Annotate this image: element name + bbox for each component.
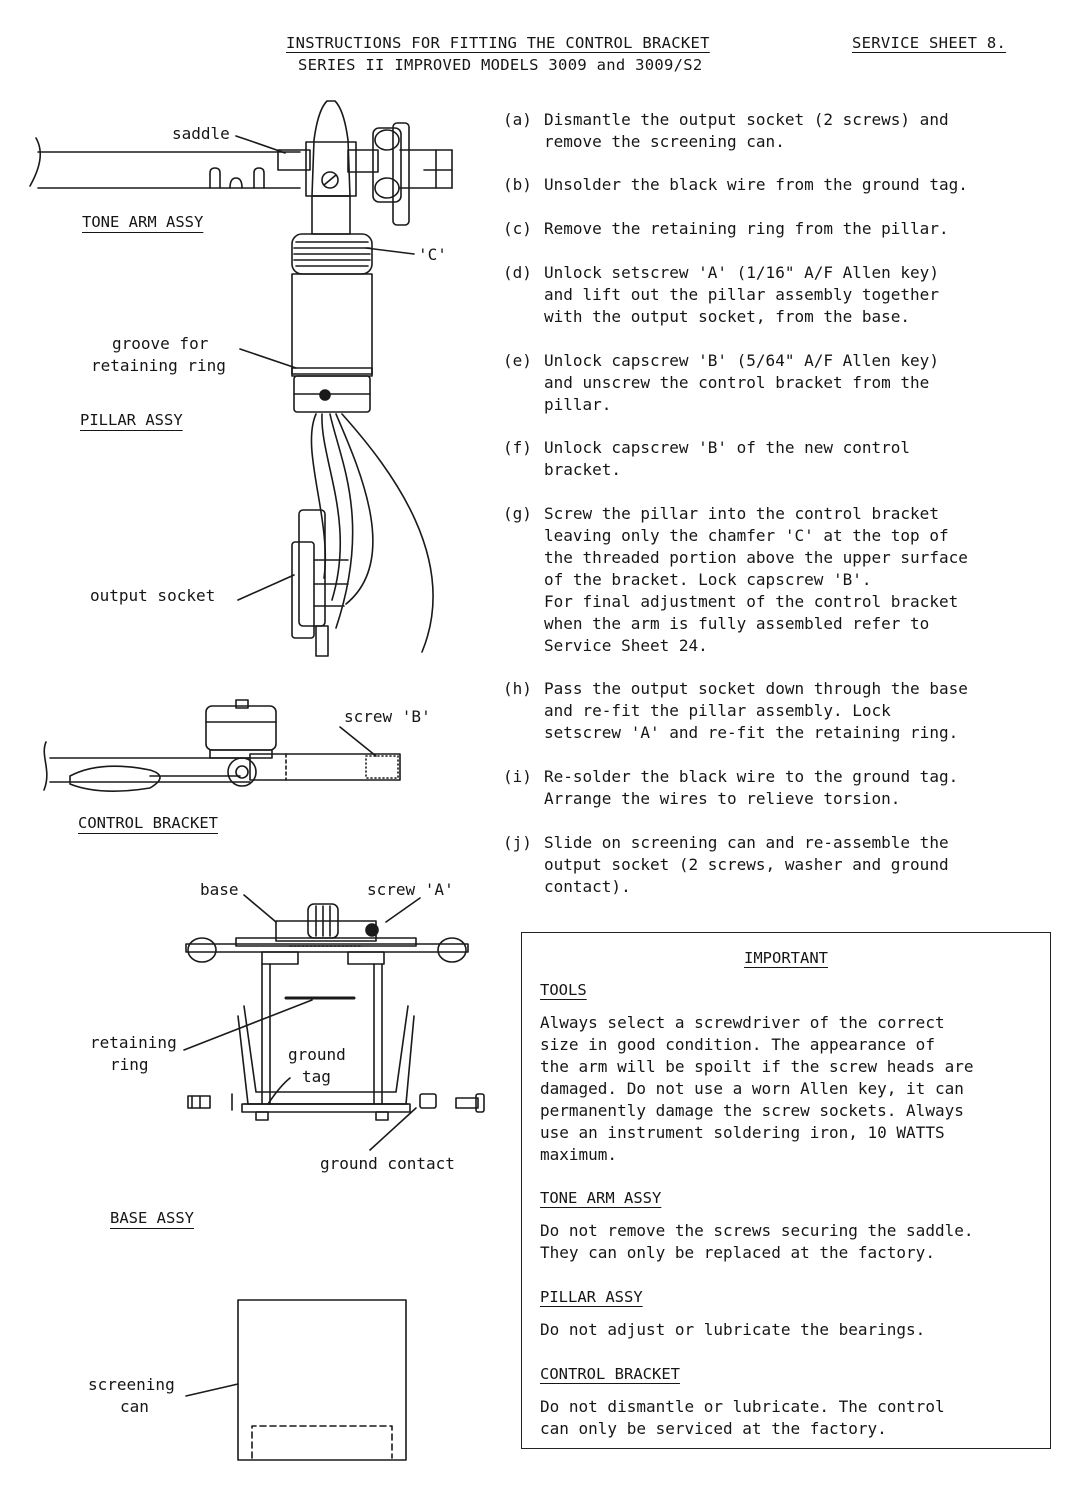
pillar-assy-heading: PILLAR ASSY bbox=[80, 411, 183, 429]
screening-can-label-line1: screening bbox=[88, 1375, 175, 1394]
notice-line: damaged. Do not use a worn Allen key, it can bbox=[540, 1079, 964, 1098]
step-line: when the arm is fully assembled refer to bbox=[544, 614, 930, 633]
step-d bbox=[503, 262, 1048, 328]
step-letter: (g) bbox=[503, 504, 532, 523]
notice-line: Do not dismantle or lubricate. The control bbox=[540, 1397, 945, 1416]
ground-contact-label: ground contact bbox=[320, 1154, 455, 1173]
screw-b-label: screw 'B' bbox=[344, 707, 431, 726]
pillar-drawing bbox=[238, 274, 433, 656]
step-line: Unlock capscrew 'B' of the new control bbox=[544, 438, 911, 457]
pillar-notice-heading: PILLAR ASSY bbox=[540, 1288, 643, 1306]
step-line: Arrange the wires to relieve torsion. bbox=[544, 789, 901, 808]
step-line: bracket. bbox=[544, 460, 622, 479]
step-line: output socket (2 screws, washer and ground bbox=[544, 855, 949, 874]
step-letter: (j) bbox=[503, 833, 532, 852]
step-line: Screw the pillar into the control bracket bbox=[544, 504, 939, 523]
step-line: Re-solder the black wire to the ground tag. bbox=[544, 767, 959, 786]
step-line: remove the screening can. bbox=[544, 132, 785, 151]
groove-label-line1: groove for bbox=[112, 334, 209, 353]
important-title bbox=[522, 949, 1050, 967]
step-line: Slide on screening can and re-assemble the bbox=[544, 833, 949, 852]
notice-line: the arm will be spoilt if the screw heads are bbox=[540, 1057, 974, 1076]
step-line: and lift out the pillar assembly together bbox=[544, 285, 939, 304]
control-bracket-heading: CONTROL BRACKET bbox=[78, 814, 218, 832]
step-line: Dismantle the output socket (2 screws) and bbox=[544, 110, 949, 129]
step-letter: (h) bbox=[503, 679, 532, 698]
step-letter: (c) bbox=[503, 219, 532, 238]
step-h bbox=[503, 678, 1048, 744]
document-subtitle: SERIES II IMPROVED MODELS 3009 and 3009/S2 bbox=[298, 56, 703, 74]
saddle-label: saddle bbox=[172, 124, 230, 143]
retaining-ring-label-line1: retaining bbox=[90, 1033, 177, 1052]
step-e bbox=[503, 350, 1048, 416]
step-letter: (d) bbox=[503, 263, 532, 282]
notice-line: They can only be replaced at the factory. bbox=[540, 1243, 935, 1262]
step-i bbox=[503, 766, 1048, 810]
pillar-notice-text bbox=[540, 1319, 925, 1341]
base-assy-heading: BASE ASSY bbox=[110, 1209, 194, 1227]
important-title-text: IMPORTANT bbox=[744, 949, 828, 967]
tools-heading: TOOLS bbox=[540, 981, 587, 999]
notice-line: Do not remove the screws securing the saddle. bbox=[540, 1221, 974, 1240]
notice-line: Always select a screwdriver of the correct bbox=[540, 1013, 945, 1032]
control-notice-heading: CONTROL BRACKET bbox=[540, 1365, 680, 1383]
ground-tag-label-line1: ground bbox=[288, 1045, 346, 1064]
step-line: with the output socket, from the base. bbox=[544, 307, 911, 326]
output-socket-label: output socket bbox=[90, 586, 216, 605]
ground-tag-label-line2: tag bbox=[302, 1067, 331, 1086]
notice-line: permanently damage the screw sockets. Always bbox=[540, 1101, 964, 1120]
base-label: base bbox=[200, 880, 239, 899]
step-line: of the bracket. Lock capscrew 'B'. bbox=[544, 570, 872, 589]
step-b bbox=[503, 174, 1048, 196]
step-line: For final adjustment of the control bracket bbox=[544, 592, 959, 611]
important-notice-box bbox=[521, 932, 1051, 1449]
tone-arm-notice-text bbox=[540, 1220, 973, 1264]
tone-arm-assy-heading: TONE ARM ASSY bbox=[82, 213, 204, 231]
step-line: Pass the output socket down through the base bbox=[544, 679, 968, 698]
screening-can-drawing bbox=[186, 1300, 406, 1460]
step-line: and unscrew the control bracket from the bbox=[544, 373, 930, 392]
step-line: contact). bbox=[544, 877, 631, 896]
step-j bbox=[503, 832, 1048, 898]
service-sheet-number: SERVICE SHEET 8. bbox=[852, 34, 1007, 52]
step-g bbox=[503, 503, 1048, 657]
notice-line: Do not adjust or lubricate the bearings. bbox=[540, 1320, 926, 1339]
screw-a-label: screw 'A' bbox=[367, 880, 454, 899]
step-line: leaving only the chamfer 'C' at the top of bbox=[544, 526, 949, 545]
step-line: and re-fit the pillar assembly. Lock bbox=[544, 701, 891, 720]
step-line: Remove the retaining ring from the pillar. bbox=[544, 219, 949, 238]
notice-line: use an instrument soldering iron, 10 WATTS bbox=[540, 1123, 945, 1142]
step-letter: (e) bbox=[503, 351, 532, 370]
notice-line: can only be serviced at the factory. bbox=[540, 1419, 887, 1438]
control-notice-text bbox=[540, 1396, 945, 1440]
groove-label-line2: retaining ring bbox=[91, 356, 226, 375]
step-c bbox=[503, 218, 1048, 240]
screening-can-label-line2: can bbox=[120, 1397, 149, 1416]
notice-line: size in good condition. The appearance of bbox=[540, 1035, 935, 1054]
notice-line: maximum. bbox=[540, 1145, 618, 1164]
step-line: setscrew 'A' and re-fit the retaining ring. bbox=[544, 723, 959, 742]
step-line: the threaded portion above the upper surface bbox=[544, 548, 968, 567]
tone-arm-notice-heading: TONE ARM ASSY bbox=[540, 1189, 662, 1207]
tools-text bbox=[540, 1012, 973, 1166]
tone-arm-drawing bbox=[30, 101, 452, 274]
step-letter: (b) bbox=[503, 175, 532, 194]
step-line: Unlock capscrew 'B' (5/64" A/F Allen key) bbox=[544, 351, 939, 370]
step-letter: (i) bbox=[503, 767, 532, 786]
base-drawing bbox=[184, 895, 484, 1150]
chamfer-c-label: 'C' bbox=[418, 245, 447, 264]
step-line: Unlock setscrew 'A' (1/16" A/F Allen key) bbox=[544, 263, 939, 282]
step-letter: (a) bbox=[503, 110, 532, 129]
step-a bbox=[503, 109, 1048, 153]
step-line: Unsolder the black wire from the ground tag. bbox=[544, 175, 968, 194]
step-letter: (f) bbox=[503, 438, 532, 457]
step-f bbox=[503, 437, 1048, 481]
retaining-ring-label-line2: ring bbox=[110, 1055, 149, 1074]
step-line: pillar. bbox=[544, 395, 612, 414]
document-title: INSTRUCTIONS FOR FITTING THE CONTROL BRACKET bbox=[286, 34, 710, 52]
step-line: Service Sheet 24. bbox=[544, 636, 708, 655]
